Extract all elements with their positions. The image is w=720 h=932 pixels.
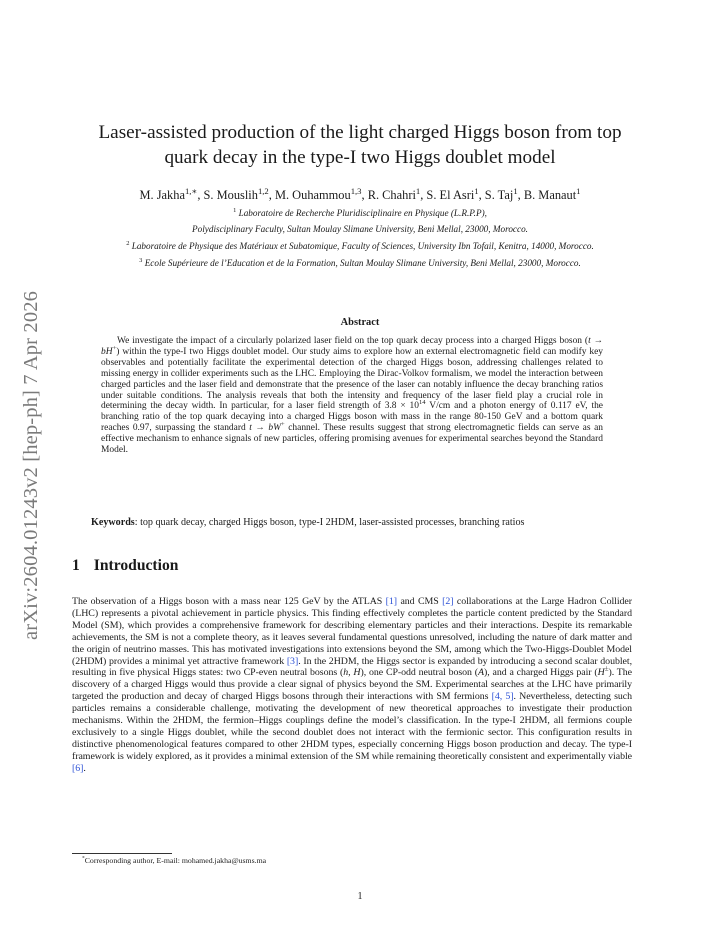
math-expression: t → bH <box>101 336 604 357</box>
abstract-text: We investigate the impact of a circularly polarized laser field on the top quark decay process into a charged Higgs boson ( <box>117 336 589 346</box>
author-name: , M. Ouhammou <box>268 188 351 202</box>
body-text: , <box>348 667 354 679</box>
citation-link[interactable]: [6] <box>72 762 84 774</box>
affiliation-number: 3 <box>139 256 143 264</box>
author-list <box>60 185 660 203</box>
math-superscript: + <box>280 421 285 429</box>
body-text: ), and a charged Higgs pair ( <box>483 667 598 679</box>
affiliation-text: Ecole Supérieure de l’Education et de la Formation, Sultan Moulay Slimane University, Beni Mellal, 23000, Morocco. <box>144 258 581 268</box>
footnote-text: Corresponding author, E-mail: mohamed.jakha@usms.ma <box>84 856 267 865</box>
author-affil-mark: 1 <box>415 185 421 196</box>
body-text: and CMS <box>397 596 443 607</box>
author-affil-mark: 1,2 <box>257 185 269 196</box>
body-text: . Nevertheless, detecting such particles remains a considerable challenge, motivating the development of new theoretical approaches to investigate their production mechanisms. Within the 2HDM, the fermion–Higgs couplings define the model’s classification. In the type-I 2HDM, all fermions couple exclusively to a single Higgs doublet, while the second doublet does not interact with the fermionic sector. This configuration results in distinctive phenomenological features compared to other 2HDM types, especially concerning Higgs boson production and decay. The type-I framework is widely explored, as it provides a minimal extension of the SM while remaining theoretically consistent and experimentally viable <box>72 691 633 762</box>
body-text: ). The discovery of a charged Higgs would thus provide a clear signal of physics beyond the SM. Experimental searches at the LHC have primarily targeted the production and decay of charged Higgs bosons through their interactions with SM fermions <box>72 667 632 703</box>
author-name: , S. Mouslih <box>197 188 258 202</box>
citation-link[interactable]: [4, 5] <box>491 691 514 703</box>
affiliation-2 <box>40 241 680 251</box>
author-affil-mark: 1 <box>513 185 518 196</box>
author-name: , S. El Asri <box>420 188 475 202</box>
section-number: 1 <box>72 557 80 574</box>
citation-link[interactable]: [1] <box>385 596 398 607</box>
page-number: 1 <box>357 891 363 902</box>
abstract-text: ) within the type-I two Higgs doublet model. Our study aims to explore how an external electromagnetic field can modify key observables and potentially facilitate the experimental detection of the charged Higgs boson, addressing challenges related to missing energy in collider experiments such as the LHC. Employing the Dirac-Volkov formalism, we model the interaction between charged particles and the laser field and demonstrate that the presence of the laser can notably influence the decay branching ratios under suitable conditions. The analysis reveals that both the intensity and frequency of the laser field play a crucial role in determining the decay width. In particular, for a laser field strength of 3.8 × 10 <box>101 346 603 412</box>
author-name: , B. Manaut <box>517 188 577 202</box>
affiliation-text: Polydisciplinary Faculty, Sultan Moulay Slimane University, Beni Mellal, 23000, Morocco. <box>192 224 528 234</box>
body-text: ), one CP-odd neutral boson ( <box>360 667 478 679</box>
abstract-heading: Abstract <box>340 317 380 328</box>
math-superscript: + <box>112 344 117 352</box>
math-symbol: H <box>597 667 605 679</box>
title-line-1: Laser-assisted production of the light charged Higgs boson from top <box>98 122 622 143</box>
citation-link[interactable]: [3] <box>286 655 299 667</box>
body-text: collaborations at the Large Hadron Collider (LHC) represents a pivotal achievement in particle physics. This finding effectively completes the particle content predicted by the Standard Model (SM), which provides a comprehensive framework for describing elementary particles and their interactions. Despite its remarkable achievements, the SM is not a complete theory, as it leaves several fundamental questions unresolved, including the nature of dark matter and the origin of neutrino masses. This has motivated investigations into extensions beyond the SM, among which the Two-Higgs-Doublet Model (2HDM) provides a minimal yet attractive framework <box>72 596 633 667</box>
keywords-label: Keywords <box>91 517 135 528</box>
section-heading <box>72 557 178 575</box>
paper-title <box>60 120 660 170</box>
citation-link[interactable]: [2] <box>442 596 454 607</box>
abstract-text: V/cm and a photon energy of 0.117 eV, the branching ratio of the top quark decaying into a charged Higgs boson with mass in the range 80-150 GeV and a bottom quark reaches 0.97, surpassing the standard <box>101 401 603 434</box>
author-affil-mark: 1,∗ <box>184 185 198 196</box>
affiliation-1 <box>40 208 680 218</box>
keywords-line <box>91 517 651 528</box>
arxiv-identifier-stamp: arXiv:2604.01243v2 [hep-ph] 7 Apr 2026 <box>20 290 42 640</box>
math-expression: t → bW <box>249 423 281 434</box>
author-name: M. Jakha <box>139 188 185 202</box>
author-affil-mark: 1,3 <box>350 185 362 196</box>
author-name: , S. Taj <box>478 188 514 202</box>
author-name: , R. Chahri <box>361 188 416 202</box>
body-text: . <box>83 762 86 774</box>
footnote-rule <box>72 853 172 854</box>
footnote <box>82 856 266 865</box>
author-affil-mark: 1 <box>474 185 479 196</box>
abstract-body <box>101 336 603 456</box>
keywords-text: : top quark decay, charged Higgs boson, type-I 2HDM, laser-assisted processes, branching ratios <box>134 517 525 528</box>
math-superscript: ± <box>604 666 609 674</box>
math-symbol: A <box>478 667 484 679</box>
body-text: The observation of a Higgs boson with a mass near 125 GeV by the ATLAS <box>72 596 386 607</box>
abstract-text: channel. These results suggest that strong electromagnetic fields can serve as an effective mechanism to enhance signals of new particles, offering promising avenues for experimental searches beyond the Standard Model. <box>101 423 603 456</box>
footnote-mark: * <box>82 855 85 862</box>
affiliation-number: 1 <box>233 206 237 214</box>
affiliation-1-continued <box>40 224 680 234</box>
affiliation-text: Laboratoire de Recherche Pluridisciplinaire en Physique (L.R.P.P), <box>238 208 487 218</box>
section-title: Introduction <box>93 557 179 574</box>
affiliation-number: 2 <box>126 239 130 247</box>
math-symbol: H <box>353 667 361 679</box>
body-text: . In the 2HDM, the Higgs sector is expanded by introducing a second scalar doublet, resulting in five physical Higgs states: two CP-even neutral bosons ( <box>72 655 632 679</box>
introduction-paragraph <box>72 596 632 775</box>
title-line-2: quark decay in the type-I two Higgs doublet model <box>164 147 556 168</box>
author-affil-mark: 1 <box>576 185 581 196</box>
affiliation-3 <box>40 258 680 268</box>
math-symbol: h <box>343 667 349 679</box>
math-superscript: 14 <box>419 399 426 407</box>
affiliation-text: Laboratoire de Physique des Matériaux et Subatomique, Faculty of Sciences, University Ibn Tofail, Kenitra, 14000, Morocco. <box>131 241 594 251</box>
